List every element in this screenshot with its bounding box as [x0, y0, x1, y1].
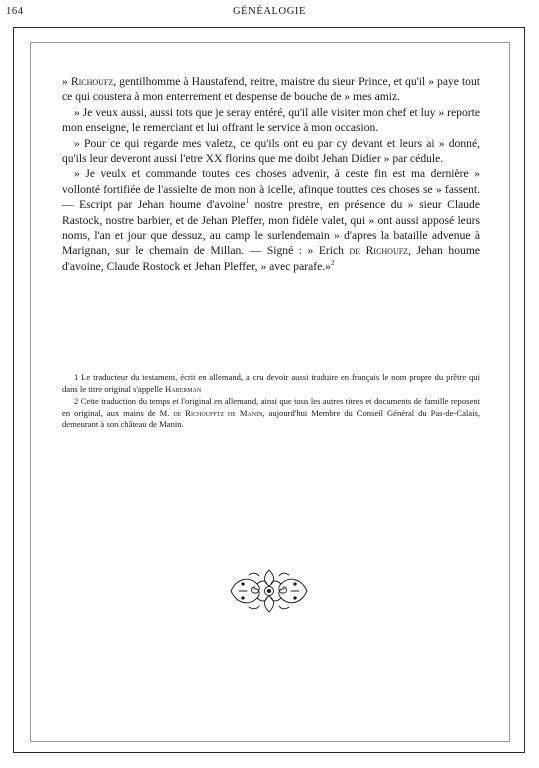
footnote-2-name: de Richoufftz de Manin	[169, 407, 263, 418]
page-header	[0, 6, 539, 22]
paragraph-4	[62, 166, 480, 274]
paragraph-1-text: , gentilhomme à Haustafend, reitre, maistre du sieur Prince, et qu'il » paye tout ce qui coustera à mon enterrement et despense de bouche de » mes amiz.	[62, 75, 480, 104]
footnote-2	[62, 396, 480, 431]
footnote-2-text-a: Cette traduction du temps et l'original en allemand, ainsi que tous les autres titres et documents de famille reposent en original, aux mains de M.	[62, 396, 480, 418]
footnote-1	[62, 372, 480, 395]
paragraph-2: » Je veux aussi, aussi tots que je seray entéré, qu'il alle visiter mon chef et luy » reporte mon enseigne, le remerciant et lui offrant le service à mon occasion.	[62, 105, 480, 135]
floral-vignette-icon	[227, 566, 311, 616]
footnote-1-text: Le traducteur du testament, écrit en allemand, a cru devoir aussi traduire en français le nom propre du prêtre qui dans le titre original s'appelle	[62, 372, 480, 394]
name-richoufz: » Richoufz	[62, 75, 114, 88]
paragraph-1	[62, 74, 480, 105]
testament-text	[62, 74, 480, 274]
footnote-2-mark: 2	[74, 396, 79, 407]
footnote-1-name: Haberman	[164, 383, 202, 394]
footnote-2-text-b: , aujourd'hui Membre du Conseil Général du Pas-de-Calais, demeurant à son château de Manin.	[62, 407, 480, 430]
paragraph-4-part-c: , Jehan houme d'avoine, Claude Rostock et Jehan Pleffer, » avec parafe.»	[62, 244, 480, 273]
page-number: 164	[6, 6, 24, 17]
paragraph-4-part-a: » Je veulx et commande toutes ces choses advenir, à ceste fin est ma dernière » vollonté fortifiée de l'assielte de mon non à icelle, afinque touttes ces choses se » fassent. — Escript par Jehan houme d'avoine	[62, 167, 480, 212]
paragraph-4-part-b: nostre prestre, en présence du » sieur Claude Rastock, nostre barbier, et de Jehan Pleffer, mon fidèle valet, qui » ont aussi apposé leurs noms, l'an et jour que dessuz, au camp le surlendemain » d'apres la bataille advenue à Marignan, sur le chemain de Millan. — Signé : » Erich	[62, 198, 480, 258]
footnote-ref-2[interactable]: 2	[330, 259, 335, 268]
paragraph-3: » Pour ce qui regarde mes valetz, ce qu'ils ont eu par cy devant et leurs ai » donné, qu'ils leur deveront aussi l'etre XX florins que me doibt Jehan Didier » par cédule.	[62, 136, 480, 166]
running-head: GÉNÉALOGIE	[232, 6, 307, 17]
name-de-richoufz: de Richoufz	[343, 244, 409, 258]
footnote-ref-1[interactable]: 1	[245, 197, 249, 206]
footnotes	[62, 372, 480, 432]
footnote-1-mark: 1	[74, 372, 79, 382]
